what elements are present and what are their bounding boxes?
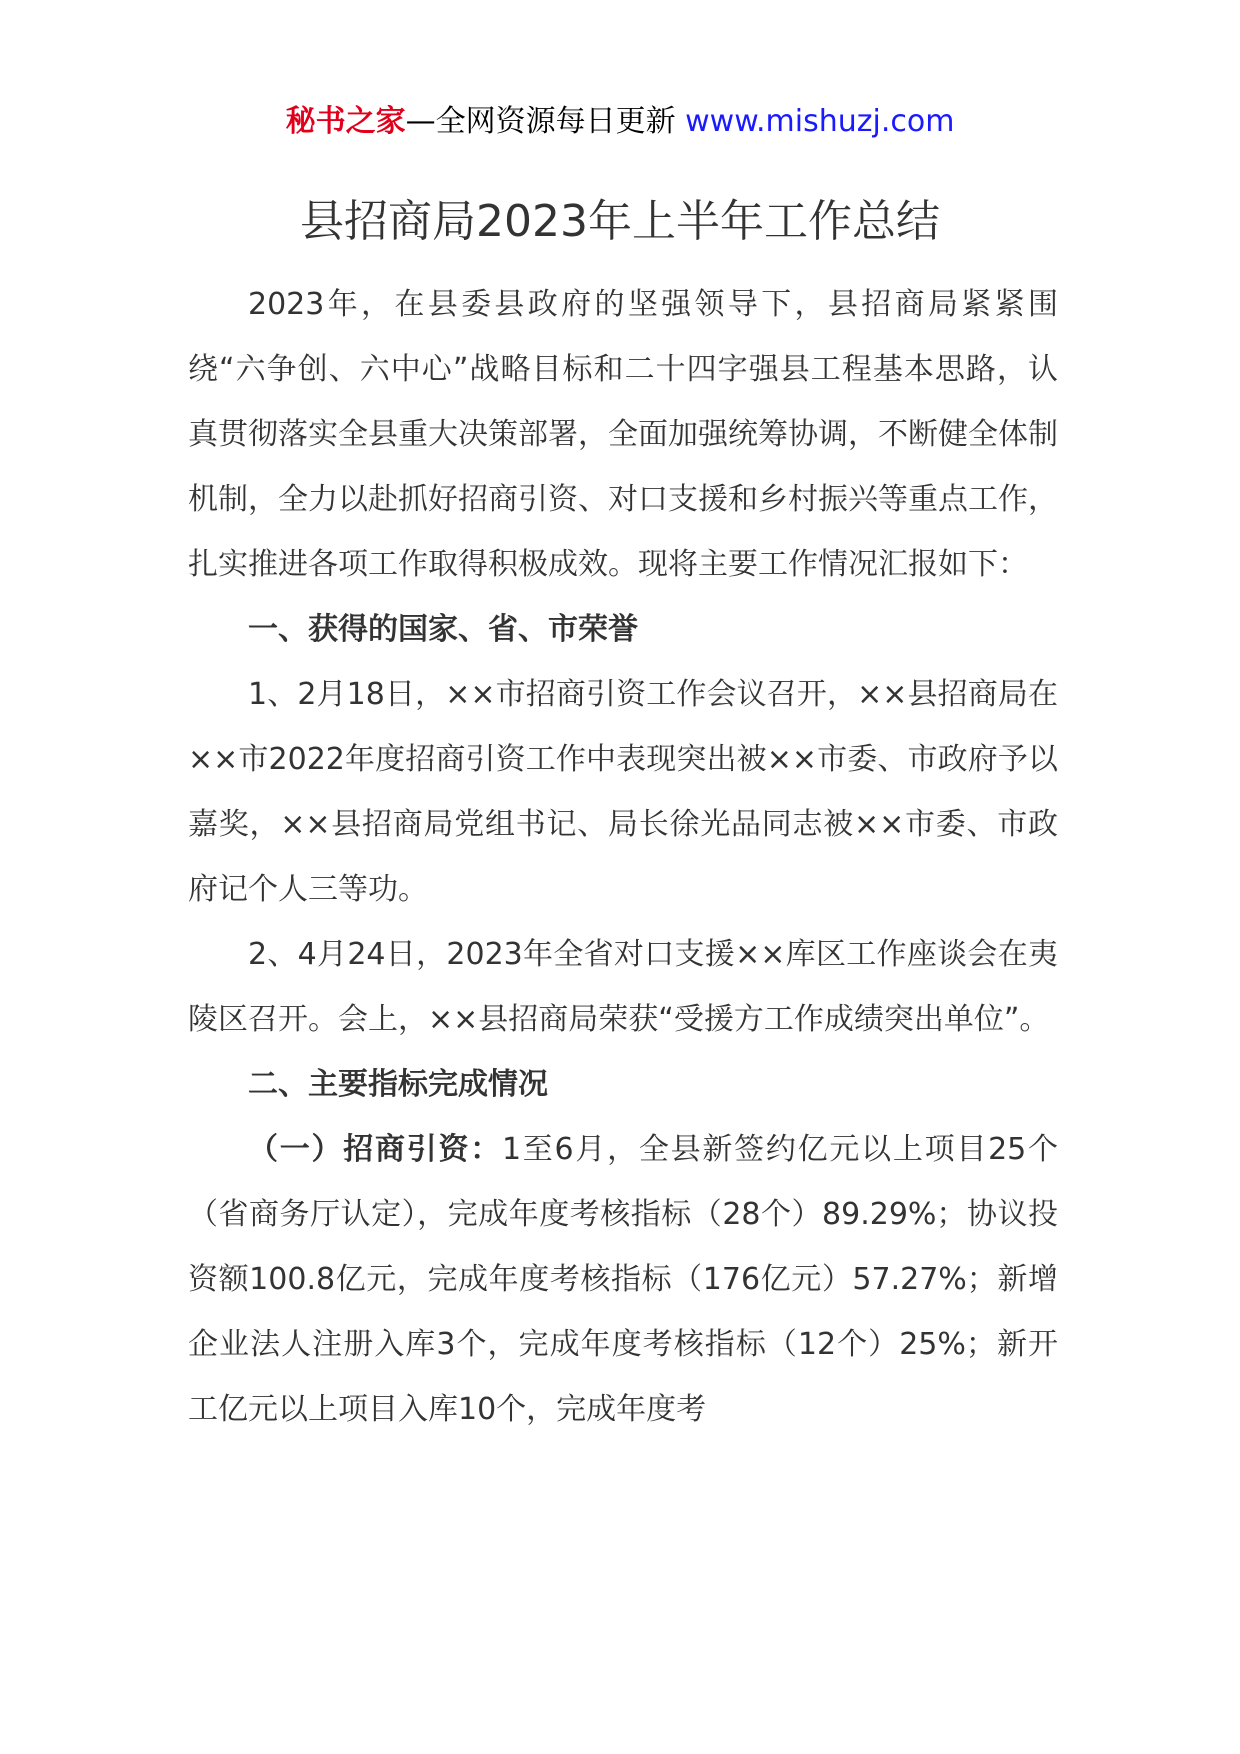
intro-paragraph: 2023年，在县委县政府的坚强领导下，县招商局紧紧围绕“六争创、六中心”战略目标和二十四字强县工程基本思路，认真贯彻落实全县重大决策部署，全面加强统筹协调，不断健全体制机制，全力以赴抓好招商引资、对口支援和乡村振兴等重点工作，扎实推进各项工作取得积极成效。现将主要工作情况汇报如下：: [188, 287, 1058, 582]
investment-paragraph: [188, 1117, 1058, 1442]
section-heading-indicators: 二、主要指标完成情况: [248, 1067, 548, 1102]
site-url-link[interactable]: www.mishuzj.com: [685, 104, 955, 139]
honor-item-1: 1、2月18日，××市招商引资工作会议召开，××县招商局在××市2022年度招商引资工作中表现突出被××市委、市政府予以嘉奖，××县招商局党组书记、局长徐光品同志被××市委、市政府记个人三等功。: [188, 677, 1058, 907]
section-heading-honors: 一、获得的国家、省、市荣誉: [248, 612, 638, 647]
site-header: [0, 100, 1240, 144]
header-tagline: —全网资源每日更新: [405, 104, 686, 139]
honor-item-2: 2、4月24日，2023年全省对口支援××库区工作座谈会在夷陵区召开。会上，××县招商局荣获“受援方工作成绩突出单位”。: [188, 937, 1058, 1037]
document-title: 县招商局2023年上半年工作总结: [300, 196, 940, 247]
document-body: [188, 272, 1058, 1442]
brand-name: 秘书之家: [285, 104, 406, 139]
investment-label: （一）招商引资：: [248, 1132, 502, 1167]
investment-text: 1至6月，全县新签约亿元以上项目25个（省商务厅认定），完成年度考核指标（28个）89.29%；协议投资额100.8亿元，完成年度考核指标（176亿元）57.27%；新增企业法人注册入库3个，完成年度考核指标（12个）25%；新开工亿元以上项目入库10个，完成年度考: [188, 1132, 1058, 1427]
